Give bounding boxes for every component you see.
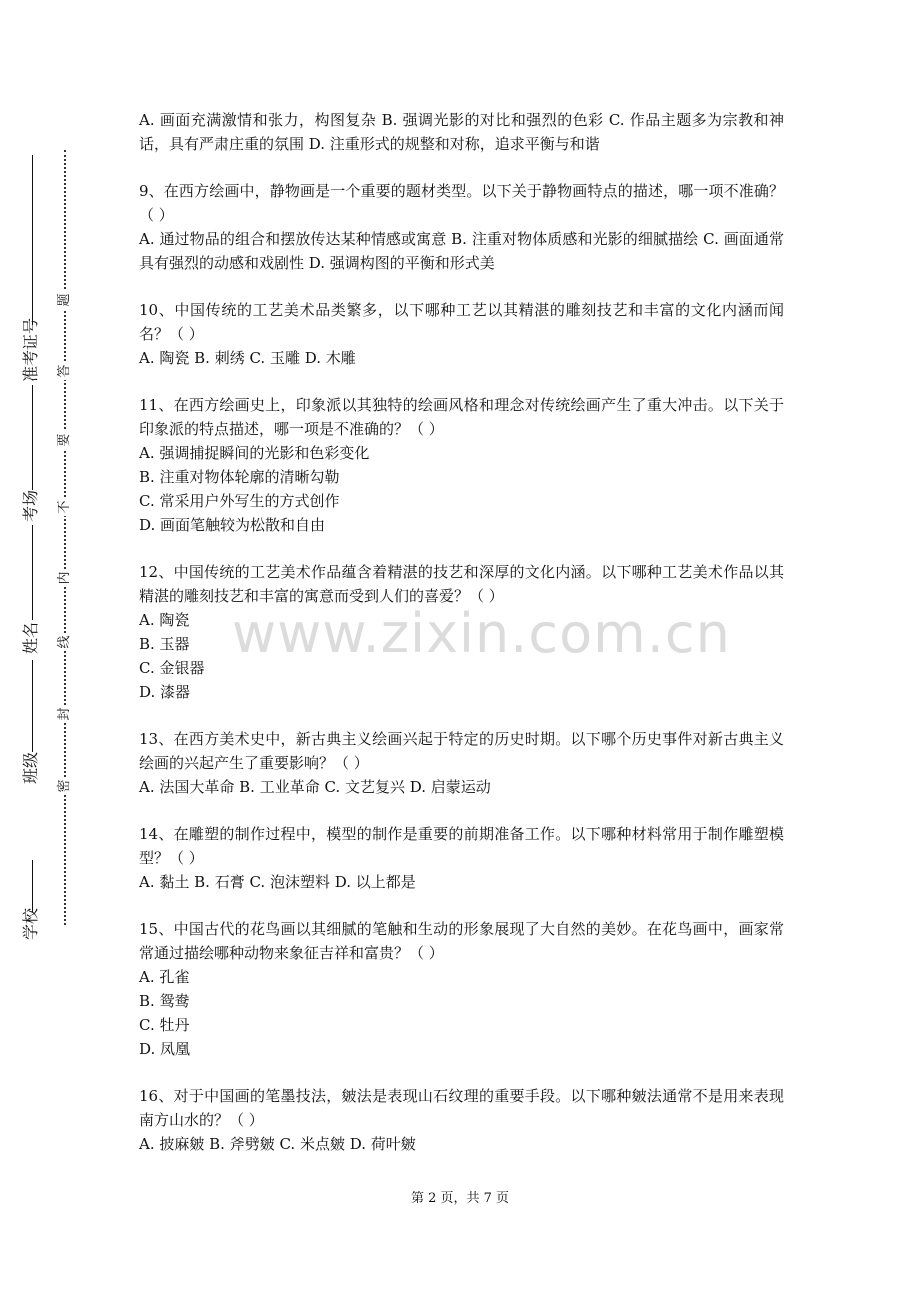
question-item [139,560,784,704]
question-text: 16、对于中国画的笔墨技法，皴法是表现山石纹理的重要手段。以下哪种皴法通常不是用来表现南方山水的？（ ） [139,1087,784,1129]
seal-word: 线 [57,633,73,651]
answer-option: D. 凤凰 [139,1040,191,1058]
question-item [139,393,784,537]
question-options: A. 披麻皴 B. 斧劈皴 C. 米点皴 D. 荷叶皴 [139,1135,416,1153]
question-options: A. 画面充满激情和张力，构图复杂 B. 强调光影的对比和强烈的色彩 C. 作品主题多为宗教和神话，具有严肃庄重的氛围 D. 注重形式的规整和对称，追求平衡与和谐 [139,111,784,153]
watermark: www.zixin.com.cn [232,602,731,665]
answer-option: C. 金银器 [139,659,205,677]
question-text: 14、在雕塑的制作过程中，模型的制作是重要的前期准备工作。以下哪种材料常用于制作雕塑模型？（ ） [139,825,784,867]
answer-option: B. 鸳鸯 [139,992,190,1010]
question-text: 9、在西方绘画中，静物画是一个重要的题材类型。以下关于静物画特点的描述，哪一项不准确？（ ） [139,182,784,224]
question-text: 12、中国传统的工艺美术作品蕴含着精湛的技艺和深厚的文化内涵。以下哪种工艺美术作品以其精湛的雕刻技艺和丰富的寓意而受到人们的喜爱？（ ） [139,563,784,605]
field-blank-line[interactable] [32,660,33,752]
question-item [139,917,784,1061]
question-item [139,108,784,156]
question-options: A. 法国大革命 B. 工业革命 C. 文艺复兴 D. 启蒙运动 [139,778,491,796]
field-blank-line[interactable] [32,525,33,620]
answer-option: B. 玉器 [139,635,190,653]
answer-option: D. 画面笔触较为松散和自由 [139,516,326,534]
field-blank-line[interactable] [32,860,33,912]
answer-option: C. 牡丹 [139,1016,190,1034]
field-blank-line[interactable] [32,155,33,325]
question-options: A. 黏土 B. 石膏 C. 泡沫塑料 D. 以上都是 [139,873,416,891]
seal-word: 要 [57,431,73,449]
field-blank-line[interactable] [32,385,33,490]
question-list [139,108,784,1179]
field-label: 学校 [21,907,40,940]
question-item [139,179,784,275]
question-item [139,298,784,370]
question-options: A. 通过物品的组合和摆放传达某种情感或寓意 B. 注重对物体质感和光影的细腻描绘 C. 画面通常具有强烈的动感和戏剧性 D. 强调构图的平衡和形式美 [139,230,784,272]
question-options: A. 陶瓷 B. 刺绣 C. 玉雕 D. 木雕 [139,349,356,367]
question-text: 10、中国传统的工艺美术品类繁多，以下哪种工艺以其精湛的雕刻技艺和丰富的文化内涵而闻名？（ ） [139,301,784,343]
field-label: 班级 [21,751,40,784]
answer-option: C. 常采用户外写生的方式创作 [139,492,340,510]
question-item [139,727,784,799]
answer-option: A. 孔雀 [139,968,190,986]
seal-word: 封 [57,705,73,723]
answer-option: A. 陶瓷 [139,611,190,629]
answer-option: A. 强调捕捉瞬间的光影和色彩变化 [139,444,370,462]
question-item [139,1084,784,1156]
answer-option: D. 漆器 [139,683,191,701]
seal-word: 答 [57,362,73,380]
binding-margin [0,0,110,1302]
seal-word: 题 [57,291,73,309]
question-text: 13、在西方美术史中，新古典主义绘画兴起于特定的历史时期。以下哪个历史事件对新古典主义绘画的兴起产生了重要影响？（ ） [139,730,784,772]
page-footer: 第 2 页，共 7 页 [410,1191,510,1206]
question-text: 15、中国古代的花鸟画以其细腻的笔触和生动的形象展现了大自然的美妙。在花鸟画中，画家常常通过描绘哪种动物来象征吉祥和富贵？（ ） [139,920,784,962]
seal-dotted-line [64,150,66,925]
field-label: 考场 [21,489,40,522]
field-label: 准考证号 [21,317,40,382]
seal-word: 不 [57,498,73,516]
seal-word: 内 [57,569,73,587]
answer-option: B. 注重对物体轮廓的清晰勾勒 [139,468,340,486]
question-item [139,822,784,894]
field-label: 姓名 [21,621,40,654]
seal-word: 密 [57,777,73,795]
question-text: 11、在西方绘画史上，印象派以其独特的绘画风格和理念对传统绘画产生了重大冲击。以下关于印象派的特点描述，哪一项是不准确的？（ ） [139,396,784,438]
